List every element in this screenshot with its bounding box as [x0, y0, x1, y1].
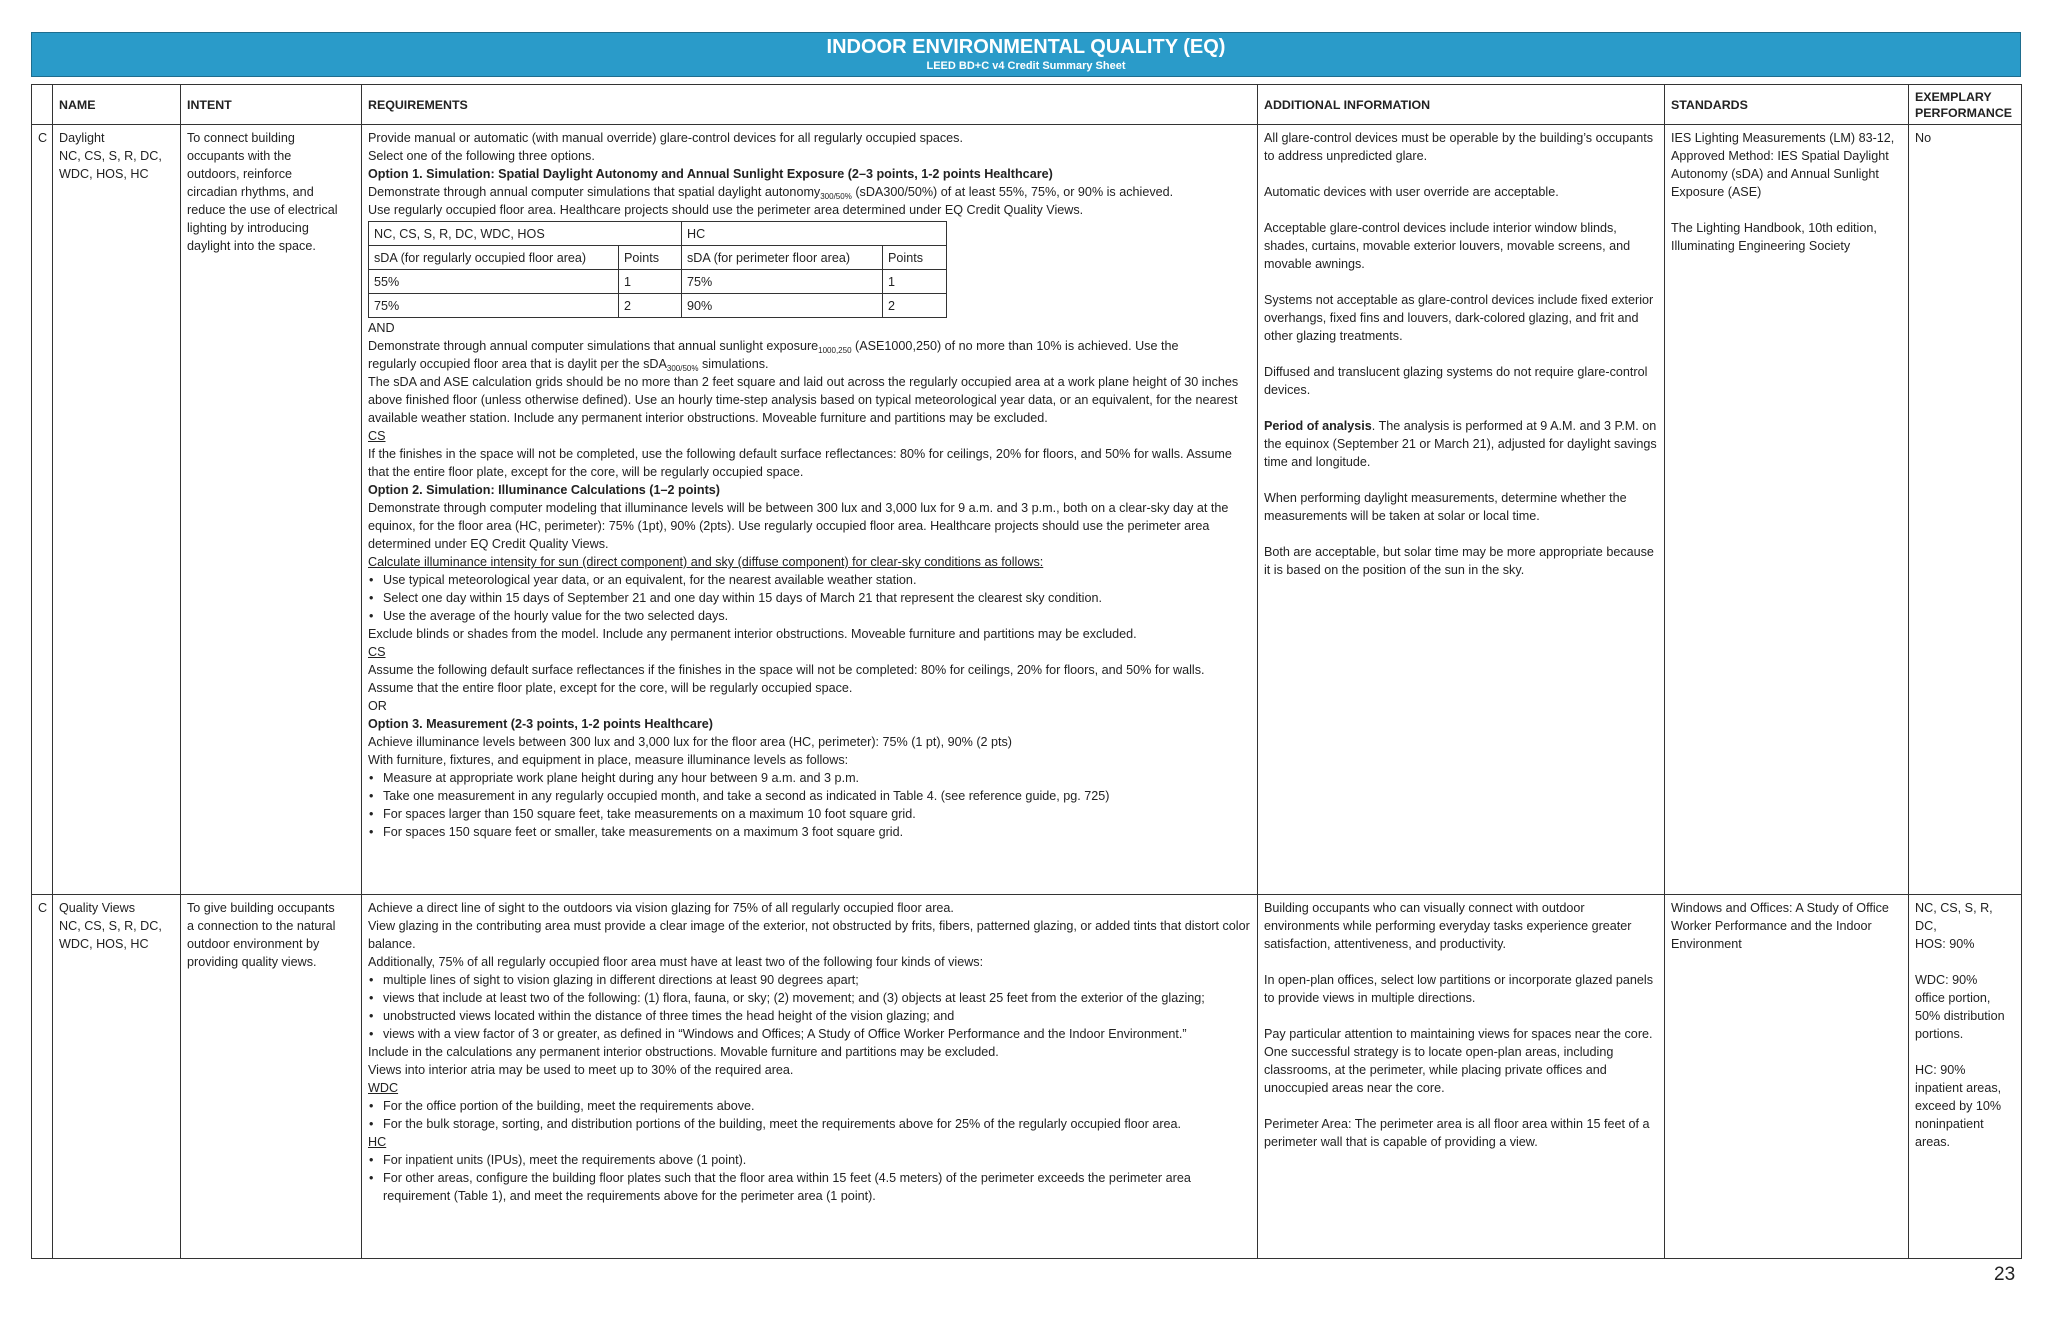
- exemplary-line: WDC: 90%: [1915, 973, 1978, 987]
- bullet-list: [368, 971, 1251, 1043]
- intent-line: a connection to the natural: [187, 919, 336, 933]
- additional-information: [1258, 895, 1665, 1259]
- req-text-part: regularly occupied floor area that is daylit per the sDA: [368, 357, 667, 371]
- req-text: OR: [368, 699, 387, 713]
- req-text: View glazing in the contributing area must provide a clear image of the exterior, not obstructed by frits, fibers, patterned glazing, or added tints that distort color balance.: [368, 919, 1250, 951]
- list-item: • Select one day within 15 days of September 21 and one day within 15 days of March 21 that represent the clearest sky condition.: [368, 589, 1251, 607]
- list-item: • For spaces larger than 150 square feet, take measurements on a maximum 10 foot square grid.: [368, 805, 1251, 823]
- intent-line: lighting by introducing: [187, 221, 309, 235]
- section-subtitle: LEED BD+C v4 Credit Summary Sheet: [926, 60, 1126, 72]
- info-text: Automatic devices with user override are acceptable.: [1264, 185, 1559, 199]
- req-text-part: Demonstrate through annual computer simulations that spatial daylight autonomy: [368, 185, 821, 199]
- header-intent: INTENT: [181, 85, 362, 125]
- list-item: • For other areas, configure the building floor plates such that the floor area within 15 feet (4.5 meters) of the perimeter exceeds the perimeter area requirement (Table 1), and meet the requirements above for the perimeter area (1 point).: [368, 1169, 1251, 1205]
- req-text: Calculate illuminance intensity for sun (direct component) and sky (diffuse component) for clear-sky conditions as follows:: [368, 555, 1044, 569]
- subsection-label: CS: [368, 645, 386, 659]
- info-text: Perimeter Area: The perimeter area is all floor area within 15 feet of a perimeter wall that is capable of providing a view.: [1264, 1117, 1650, 1149]
- table-row-quality-views: [32, 895, 2022, 1259]
- req-text: AND: [368, 321, 395, 335]
- sda-points-table: [368, 221, 947, 318]
- sda-table-cell: 75%: [369, 294, 619, 318]
- info-text: Both are acceptable, but solar time may be more appropriate because it is based on the position of the sun in the sky.: [1264, 545, 1654, 577]
- req-text: Provide manual or automatic (with manual override) glare-control devices for all regularly occupied spaces.: [368, 131, 963, 145]
- sda-table-cell: 75%: [682, 270, 883, 294]
- exemplary-line: HC: 90%: [1915, 1063, 1966, 1077]
- standard-text: Windows and Offices: A Study of Office Worker Performance and the Indoor Environment: [1671, 901, 1889, 951]
- req-text: Exclude blinds or shades from the model. Include any permanent interior obstructions. Moveable furniture and partitions may be excluded.: [368, 627, 1137, 641]
- intent-line: To give building occupants: [187, 901, 335, 915]
- bullet-list: [368, 571, 1251, 625]
- info-text: Building occupants who can visually connect with outdoor environments while performing everyday tasks experience greater satisfaction, attentiveness, and productivity.: [1264, 901, 1632, 951]
- info-text: All glare-control devices must be operable by the building’s occupants to address unpredicted glare.: [1264, 131, 1653, 163]
- standard-text: IES Lighting Measurements (LM) 83-12, Approved Method: IES Spatial Daylight Autonomy (sDA) and Annual Sunlight Exposure (ASE): [1671, 131, 1895, 199]
- header-name: NAME: [53, 85, 181, 125]
- section-title: INDOOR ENVIRONMENTAL QUALITY (EQ): [826, 36, 1226, 58]
- exemplary-line: exceed by 10%: [1915, 1099, 2002, 1113]
- req-text-part: Demonstrate through annual computer simulations that annual sunlight exposure: [368, 339, 819, 353]
- sda-table-cell: 2: [883, 294, 947, 318]
- list-item: • For inpatient units (IPUs), meet the requirements above (1 point).: [368, 1151, 1251, 1169]
- sda-table-cell: sDA (for perimeter floor area): [682, 246, 883, 270]
- list-item: • views with a view factor of 3 or greater, as defined in “Windows and Offices; A Study of Office Worker Performance and the Indoor Environment.”: [368, 1025, 1251, 1043]
- info-text: Acceptable glare-control devices include interior window blinds, shades, curtains, movable exterior louvers, movable screens, and movable awnings.: [1264, 221, 1631, 271]
- req-text: Assume the following default surface reflectances if the finishes in the space will not be completed: 80% for ceilings, 20% for floors, and 50% for walls. Assume that the entire floor plate, except for the core, will be regularly occupied space.: [368, 663, 1205, 695]
- req-text-part: (sDA300/50%) of at least 55%, 75%, or 90% is achieved.: [851, 185, 1174, 199]
- intent-line: providing quality views.: [187, 955, 317, 969]
- sda-table-row: [369, 294, 947, 318]
- page-number: 23: [1994, 1264, 2016, 1285]
- exemplary-line: portions.: [1915, 1027, 1964, 1041]
- req-text: Achieve illuminance levels between 300 lux and 3,000 lux for the floor area (HC, perimeter): 75% (1 pt), 90% (2 pts): [368, 735, 1013, 749]
- credit-name: [53, 895, 181, 1259]
- subscript: 300/50%: [666, 364, 699, 373]
- header-exemplary-performance: [1909, 85, 2022, 125]
- req-text-part: simulations.: [698, 357, 769, 371]
- exemplary-line: areas.: [1915, 1135, 1951, 1149]
- exemplary-performance: [1909, 895, 2022, 1259]
- list-item: • views that include at least two of the following: (1) flora, fauna, or sky; (2) movement; and (3) objects at least 25 feet from the exterior of the glazing;: [368, 989, 1251, 1007]
- sda-table-cell: 55%: [369, 270, 619, 294]
- subscript: 1000,250: [818, 346, 852, 355]
- req-text: Select one of the following three options.: [368, 149, 595, 163]
- info-text: [1264, 417, 1658, 471]
- req-text: Use regularly occupied floor area. Healthcare projects should use the perimeter area determined under EQ Credit Quality Views.: [368, 203, 1084, 217]
- sda-table-row: [369, 222, 947, 246]
- info-text-bold: Period of analysis: [1264, 419, 1372, 433]
- header-exemplary-line2: PERFORMANCE: [1915, 105, 2013, 120]
- exemplary-line: NC, CS, S, R, DC,: [1915, 901, 1993, 933]
- subsection-label: WDC: [368, 1081, 399, 1095]
- list-item: • Use the average of the hourly value for the two selected days.: [368, 607, 1251, 625]
- sda-table-row: [369, 246, 947, 270]
- req-text: The sDA and ASE calculation grids should be no more than 2 feet square and laid out across the regularly occupied area at a work plane height of 30 inches above finished floor (unless otherwise defined). Use an hourly time-step analysis based on typical meteorological year data, or an equivalent, for the nearest available weather station. Include any permanent interior obstructions. Moveable furniture and partitions may be excluded.: [368, 375, 1239, 425]
- sda-table-cell: 1: [883, 270, 947, 294]
- list-item: • For the bulk storage, sorting, and distribution portions of the building, meet the requirements above for 25% of the regularly occupied floor area.: [368, 1115, 1251, 1133]
- list-item: • For the office portion of the building, meet the requirements above.: [368, 1097, 1251, 1115]
- info-text: In open-plan offices, select low partitions or incorporate glazed panels to provide views in multiple directions.: [1264, 973, 1654, 1005]
- subscript: 300/50%: [820, 192, 852, 201]
- exemplary-line: noninpatient: [1915, 1117, 1984, 1131]
- sda-table-cell: 2: [619, 294, 682, 318]
- req-text: Achieve a direct line of sight to the outdoors via vision glazing for 75% of all regularly occupied floor area.: [368, 901, 954, 915]
- credit-summary-table: [31, 84, 2022, 1259]
- sda-table-row: [369, 270, 947, 294]
- additional-information: [1258, 125, 1665, 895]
- exemplary-performance: No: [1909, 125, 2022, 895]
- credit-name-ratings: NC, CS, S, R, DC,: [59, 149, 162, 163]
- exemplary-line: office portion,: [1915, 991, 1991, 1005]
- option-heading: Option 2. Simulation: Illuminance Calculations (1–2 points): [368, 483, 720, 497]
- credit-intent: [181, 125, 362, 895]
- info-text-part: . The analysis is performed at 9 A.M. and 3 P.M. on the equinox (September 21 or March 21), adjusted for daylight savings time and longitude.: [1264, 419, 1657, 469]
- option-heading: Option 1. Simulation: Spatial Daylight Autonomy and Annual Sunlight Exposure (2–3 points, 1-2 points Healthcare): [368, 167, 1053, 181]
- credit-name-title: Daylight: [59, 131, 105, 145]
- intent-line: outdoors, reinforce: [187, 167, 293, 181]
- req-text-part: (ASE1000,250) of no more than 10% is achieved. Use the: [851, 339, 1179, 353]
- exemplary-line: HOS: 90%: [1915, 937, 1975, 951]
- info-text: Pay particular attention to maintaining views for spaces near the core. One successful strategy is to locate open-plan areas, including classrooms, at the perimeter, while placing private offices and unoccupied areas near the core.: [1264, 1027, 1653, 1095]
- req-text: Include in the calculations any permanent interior obstructions. Movable furniture and partitions may be excluded.: [368, 1045, 999, 1059]
- bullet-list: [368, 1151, 1251, 1205]
- intent-line: daylight into the space.: [187, 239, 316, 253]
- list-item: • Use typical meteorological year data, or an equivalent, for the nearest available weather station.: [368, 571, 1251, 589]
- info-text: Systems not acceptable as glare-control devices include fixed exterior overhangs, fixed fins and louvers, dark-colored glazing, and frit and other glazing treatments.: [1264, 293, 1654, 343]
- list-item: • Measure at appropriate work plane height during any hour between 9 a.m. and 3 p.m.: [368, 769, 1251, 787]
- intent-line: reduce the use of electrical: [187, 203, 338, 217]
- sda-table-cell: NC, CS, S, R, DC, WDC, HOS: [369, 222, 682, 246]
- credit-requirements: [362, 895, 1258, 1259]
- req-text: [368, 337, 1251, 373]
- header-standards: STANDARDS: [1665, 85, 1909, 125]
- sda-table-cell: HC: [682, 222, 947, 246]
- list-item: • multiple lines of sight to vision glazing in different directions at least 90 degrees apart;: [368, 971, 1251, 989]
- subsection-label: HC: [368, 1135, 387, 1149]
- sda-table-cell: 1: [619, 270, 682, 294]
- standards: [1665, 895, 1909, 1259]
- credit-name-ratings: WDC, HOS, HC: [59, 937, 149, 951]
- standard-text: The Lighting Handbook, 10th edition, Illuminating Engineering Society: [1671, 221, 1877, 253]
- credit-type: C: [32, 125, 53, 895]
- list-item: • For spaces 150 square feet or smaller, take measurements on a maximum 3 foot square grid.: [368, 823, 1251, 841]
- exemplary-line: 50% distribution: [1915, 1009, 2005, 1023]
- header-exemplary-line1: EXEMPLARY: [1915, 89, 1992, 104]
- credit-intent: [181, 895, 362, 1259]
- credit-requirements: [362, 125, 1258, 895]
- table-row-daylight: [32, 125, 2022, 895]
- header-additional-information: ADDITIONAL INFORMATION: [1258, 85, 1665, 125]
- info-text: Diffused and translucent glazing systems do not require glare-control devices.: [1264, 365, 1648, 397]
- list-item: • unobstructed views located within the distance of three times the head height of the vision glazing; and: [368, 1007, 1251, 1025]
- credit-type: C: [32, 895, 53, 1259]
- req-text: Additionally, 75% of all regularly occupied floor area must have at least two of the following four kinds of views:: [368, 955, 984, 969]
- sda-table-cell: Points: [619, 246, 682, 270]
- info-text: When performing daylight measurements, determine whether the measurements will be taken at solar or local time.: [1264, 491, 1627, 523]
- intent-line: circadian rhythms, and: [187, 185, 314, 199]
- sda-table-cell: sDA (for regularly occupied floor area): [369, 246, 619, 270]
- req-text: With furniture, fixtures, and equipment in place, measure illuminance levels as follows:: [368, 753, 849, 767]
- credit-name-title: Quality Views: [59, 901, 136, 915]
- exemplary-line: inpatient areas,: [1915, 1081, 2002, 1095]
- intent-line: outdoor environment by: [187, 937, 320, 951]
- section-banner: [31, 32, 2021, 77]
- header-type: [32, 85, 53, 125]
- sda-table-cell: 90%: [682, 294, 883, 318]
- header-requirements: REQUIREMENTS: [362, 85, 1258, 125]
- credit-name: [53, 125, 181, 895]
- req-text: Views into interior atria may be used to meet up to 30% of the required area.: [368, 1063, 794, 1077]
- intent-line: occupants with the: [187, 149, 292, 163]
- credit-name-ratings: WDC, HOS, HC: [59, 167, 149, 181]
- req-text: If the finishes in the space will not be completed, use the following default surface reflectances: 80% for ceilings, 20% for floors, and 50% for walls. Assume that the entire floor plate, except for the core, will be regularly occupied space.: [368, 447, 1232, 479]
- credit-name-ratings: NC, CS, S, R, DC,: [59, 919, 162, 933]
- sda-table-cell: Points: [883, 246, 947, 270]
- bullet-list: [368, 769, 1251, 841]
- bullet-list: [368, 1097, 1251, 1133]
- list-item: • Take one measurement in any regularly occupied month, and take a second as indicated in Table 4. (see reference guide, pg. 725): [368, 787, 1251, 805]
- req-text: Demonstrate through computer modeling that illuminance levels will be between 300 lux and 3,000 lux for 9 a.m. and 3 p.m., both on a clear-sky day at the equinox, for the floor area (HC, perimeter): 75% (1pt), 90% (2pts). Use regularly occupied floor area. Healthcare projects should use the perimeter area determined under EQ Credit Quality Views.: [368, 501, 1229, 551]
- standards: [1665, 125, 1909, 895]
- intent-line: To connect building: [187, 131, 295, 145]
- table-header-row: [32, 85, 2022, 125]
- req-text: [368, 183, 1251, 201]
- subsection-label: CS: [368, 429, 386, 443]
- option-heading: Option 3. Measurement (2-3 points, 1-2 points Healthcare): [368, 717, 713, 731]
